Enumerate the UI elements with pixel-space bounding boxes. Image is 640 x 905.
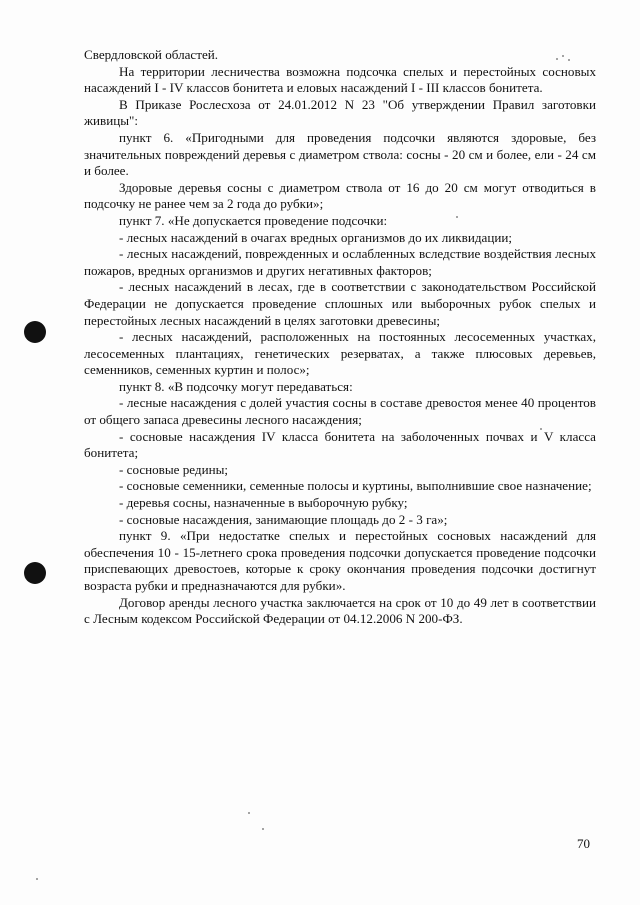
- punch-hole: [24, 321, 46, 343]
- list-item: - лесных насаждений в очагах вредных организмов до их ликвидации;: [119, 229, 512, 245]
- list-item: - лесных насаждений, поврежденных и ослабленных вследствие воздействия лесных пожаров, вредных организмов и других негативных факторов;: [84, 246, 596, 278]
- list-item: - сосновые насаждения, занимающие площадь до 2 - 3 га»;: [119, 511, 448, 527]
- paragraph: В Приказе Рослесхоза от 24.01.2012 N 23 "Об утверждении Правил заготовки живицы":: [84, 96, 596, 129]
- paragraph: На территории лесничества возможна подсочка спелых и перестойных сосновых насаждений I - IV классов бонитета и еловых насаждений I - III классов бонитета.: [84, 63, 596, 96]
- page-number: 70: [577, 836, 590, 851]
- body-text: [84, 47, 596, 628]
- paragraph: Здоровые деревья сосны с диаметром ствола от 16 до 20 см могут отводиться в подсочку не ранее чем за 2 года до рубки»;: [84, 179, 596, 212]
- scan-speck: [262, 828, 264, 830]
- scan-speck: [248, 812, 250, 814]
- scan-speck: [36, 878, 38, 880]
- list-item: - деревья сосны, назначенные в выборочную рубку;: [119, 495, 408, 511]
- paragraph: пункт 7. «Не допускается проведение подсочки:: [119, 212, 388, 228]
- list-item: - лесных насаждений, расположенных на постоянных лесосеменных участках, лесосеменных плантациях, генетических резерватах, а также плюсовых деревьев, семенников, семенных куртин и полос»;: [84, 329, 596, 378]
- paragraph: Свердловской областей.: [84, 47, 219, 62]
- list-item: - лесные насаждения с долей участия сосны в составе древостоя менее 40 процентов от общего запаса древесины лесного насаждения;: [84, 395, 596, 428]
- paragraph: пункт 6. «Пригодными для проведения подсочки являются здоровые, без значительных повреждений деревья с диаметром ствола: сосны - 20 см и более, ели - 24 см и более.: [84, 129, 596, 179]
- paragraph: пункт 8. «В подсочку могут передаваться:: [119, 378, 353, 394]
- list-item: - сосновые редины;: [119, 461, 229, 477]
- paragraph: Договор аренды лесного участка заключается на срок от 10 до 49 лет в соответствии с Лесным кодексом Российской Федерации от 04.12.2006 N 200-ФЗ.: [84, 594, 596, 627]
- list-item: - сосновые насаждения IV класса бонитета на заболоченных почвах и V класса бонитета;: [84, 428, 596, 461]
- paragraph: пункт 9. «При недостатке спелых и перестойных сосновых насаждений для обеспечения 10 - 15-летнего срока проведения подсочки допускается проведение подсочки приспевающих древостоев, которые к сроку окончания проведения подсочки достигнут возраста рубки и предназначаются для рубки».: [84, 528, 596, 593]
- list-item: - лесных насаждений в лесах, где в соответствии с законодательством Российской Федерации не допускается проведение сплошных или выборочных рубок спелых и перестойных лесных насаждений в целях заготовки древесины;: [84, 279, 596, 328]
- list-item: - сосновые семенники, семенные полосы и куртины, выполнившие свое назначение;: [119, 478, 592, 494]
- punch-hole: [24, 562, 46, 584]
